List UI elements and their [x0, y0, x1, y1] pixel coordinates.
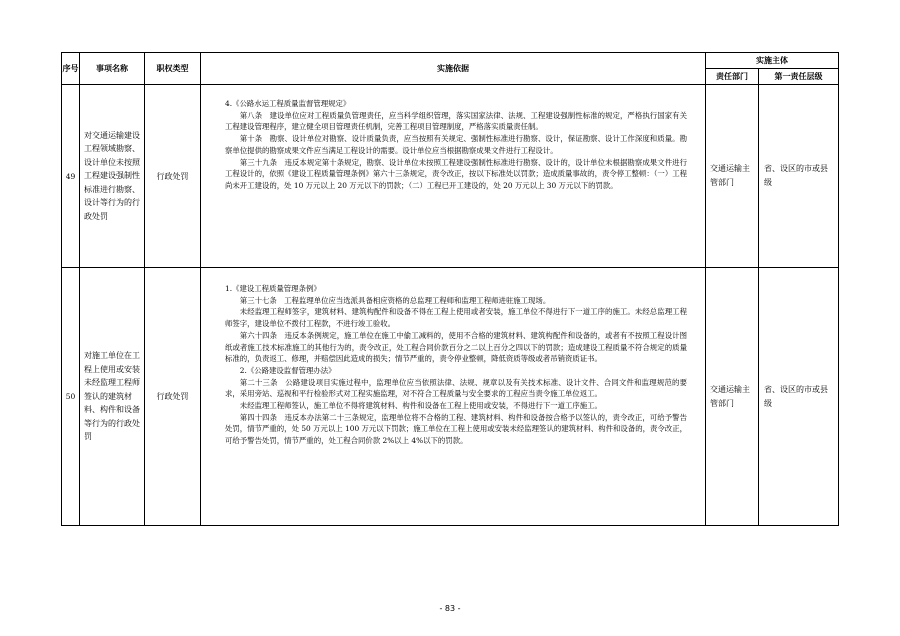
basis-paragraph: 第十条 勘察、设计单位对勘察、设计质量负责，应当按照有关规定、强制性标准进行勘察、设计，保证勘察、设计工作深度和质量。勘察单位提供的勘察成果文件应当满足工程设计的需要。设计单位应当根据勘察成果文件进行工程设计。 — [225, 134, 687, 155]
responsible-dept: 交通运输主管部门 — [706, 85, 759, 268]
responsibility-level: 省、设区的市或县级 — [759, 268, 839, 526]
authority-type: 行政处罚 — [145, 85, 201, 268]
legal-basis — [201, 85, 706, 268]
row-number: 50 — [62, 268, 80, 526]
header-num: 序号 — [62, 53, 80, 85]
header-dept: 责任部门 — [706, 69, 759, 85]
table-row — [62, 268, 839, 526]
header-basis: 实施依据 — [201, 53, 706, 85]
authority-type: 行政处罚 — [145, 268, 201, 526]
basis-paragraph: 4.《公路水运工程质量监督管理规定》 — [225, 99, 351, 108]
header-subject: 实施主体 — [706, 53, 839, 69]
basis-paragraph: 第六十四条 违反本条例规定，施工单位在施工中偷工减料的，使用不合格的建筑材料、建筑构配件和设备的，或者有不按照工程设计图纸或者施工技术标准施工的其他行为的，责令改正，处工程合同价款百分之二以上百分之四以下的罚款；造成建设工程质量不符合规定的质量标准的，负责返工、修理，并赔偿因此造成的损失；情节严重的，责令停业整顿，降低资质等级或者吊销资质证书。 — [225, 330, 687, 364]
header-type: 职权类型 — [145, 53, 201, 85]
legal-basis — [201, 268, 706, 526]
enforcement-table — [61, 52, 839, 526]
row-number: 49 — [62, 85, 80, 268]
basis-paragraph: 第三十九条 违反本规定第十条规定，勘察、设计单位未按照工程建设强制性标准进行勘察、设计的，设计单位未根据勘察成果文件进行工程设计的，依照《建设工程质量管理条例》第六十三条规定，责令改正，按以下标准处以罚款；造成质量事故的，责令停工整顿：（一）工程尚未开工建设的，处 10 万元以上 20 万元以下的罚款；（二）工程已开工建设的，处 20 万元以上 30 万元以下的罚款。 — [225, 157, 687, 190]
basis-paragraph: 第八条 建设单位应对工程质量负管理责任，应当科学组织管理，落实国家法律、法规、工程建设强制性标准的规定，严格执行国家有关工程建设管理程序，建立健全项目管理责任机制，完善工程项目管理制度，严格落实质量责任制。 — [225, 110, 687, 132]
item-name: 对施工单位在工程上使用或安装未经监理工程师签认的建筑材料、构件和设备等行为的行政处罚 — [80, 268, 145, 526]
basis-paragraph: 1.《建设工程质量管理条例》 — [225, 284, 321, 293]
basis-paragraph: 2.《公路建设监督管理办法》 — [239, 365, 336, 375]
item-name: 对交通运输建设工程领域勘察、设计单位未按照工程建设强制性标准进行勘察、设计等行为的行政处罚 — [80, 85, 145, 268]
basis-paragraph: 未经监理工程师签认，施工单位不得将建筑材料、构件和设备在工程上使用或安装，不得进行下一道工序施工。 — [239, 401, 602, 411]
responsible-dept: 交通运输主管部门 — [706, 268, 759, 526]
basis-paragraph: 第三十七条 工程监理单位应当选派具备相应资格的总监理工程师和监理工程师进驻施工现场。 — [239, 295, 551, 305]
header-name: 事项名称 — [80, 53, 145, 85]
header-level: 第一责任层级 — [759, 69, 839, 85]
page-number: - 83 - — [439, 604, 461, 613]
basis-paragraph: 第二十三条 公路建设项目实施过程中，监理单位应当依照法律、法规、规章以及有关技术标准、设计文件、合同文件和监理规范的要求，采用旁站、巡视和平行检验形式对工程实施监理，对不符合工程质量与安全要求的工程应当责令施工单位返工。 — [225, 377, 687, 399]
responsibility-level: 省、设区的市或县级 — [759, 85, 839, 268]
basis-paragraph: 第四十四条 违反本办法第二十三条规定，监理单位将不合格的工程、建筑材料、构件和设备按合格予以签认的，责令改正，可给予警告处罚，情节严重的，处 50 万元以上 100 万元以下罚款；施工单位在工程上使用或安装未经监理签认的建筑材料、构件和设备的，责令改正，可给予警告处罚，情节严重的，处工程合同价款 2%以上 4%以下的罚款。 — [225, 412, 687, 446]
table-row — [62, 85, 839, 268]
basis-paragraph: 未经监理工程师签字，建筑材料、建筑构配件和设备不得在工程上使用或者安装，施工单位不得进行下一道工序的施工。未经总监理工程师签字，建设单位不拨付工程款，不进行竣工验收。 — [225, 307, 687, 329]
